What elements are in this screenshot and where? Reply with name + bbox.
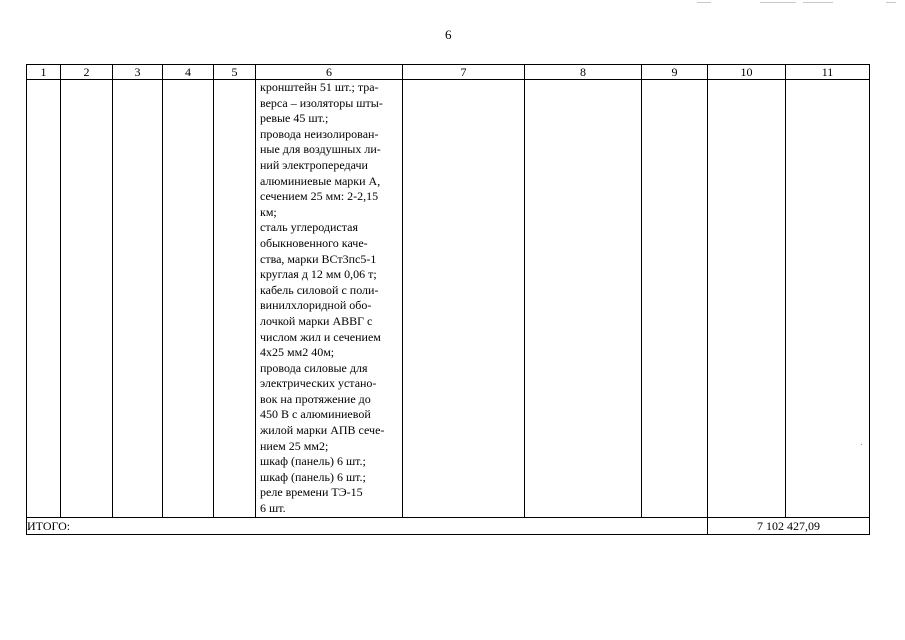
description-line: 4х25 мм2 40м; xyxy=(260,345,335,360)
description-line: шкаф (панель) 6 шт.; xyxy=(260,469,366,484)
scan-artifact-line xyxy=(803,2,833,3)
description-line: числом жил и сечением xyxy=(260,329,381,344)
header-row xyxy=(27,65,870,80)
column-header: 6 xyxy=(256,65,403,80)
estimate-table xyxy=(26,64,870,535)
table-cell xyxy=(61,80,113,518)
table-cell xyxy=(642,80,708,518)
description-line: вок на протяжение до xyxy=(260,391,371,406)
description-line: реле времени ТЭ-15 xyxy=(260,485,363,500)
description-line: ревые 45 шт.; xyxy=(260,111,329,126)
table-cell xyxy=(403,80,525,518)
column-header: 7 xyxy=(403,65,525,80)
table-cell xyxy=(163,80,214,518)
description-line: провода неизолирован- xyxy=(260,126,379,141)
column-header: 10 xyxy=(708,65,786,80)
description-line: сечением 25 мм: 2-2,15 xyxy=(260,189,379,204)
description-line: нием 25 мм2; xyxy=(260,438,329,453)
description-line: обыкновенного каче- xyxy=(260,235,368,250)
description-line: электрических устано- xyxy=(260,376,377,391)
table-cell xyxy=(525,80,642,518)
scan-artifact-line xyxy=(760,2,796,3)
description-line: шкаф (панель) 6 шт.; xyxy=(260,454,366,469)
column-header: 5 xyxy=(214,65,256,80)
column-header: 8 xyxy=(525,65,642,80)
column-header: 3 xyxy=(113,65,163,80)
description-text xyxy=(256,80,402,517)
description-line: кронштейн 51 шт.; тра- xyxy=(260,80,379,94)
description-line: верса – изоляторы шты- xyxy=(260,95,383,110)
column-header: 1 xyxy=(27,65,61,80)
total-label: ИТОГО: xyxy=(27,517,708,534)
table-cell xyxy=(786,80,870,518)
page-number: 6 xyxy=(445,27,452,42)
column-header: 2 xyxy=(61,65,113,80)
table-cell xyxy=(27,80,61,518)
description-line: кабель силовой с поли- xyxy=(260,282,379,297)
table-cell xyxy=(708,80,786,518)
column-header: 9 xyxy=(642,65,708,80)
table-cell xyxy=(214,80,256,518)
table-row xyxy=(27,80,870,518)
description-line: жилой марки АПВ сече- xyxy=(260,423,385,438)
description-line: лочкой марки АВВГ с xyxy=(260,313,373,328)
total-value: 7 102 427,09 xyxy=(708,517,870,534)
description-line: 6 шт. xyxy=(260,501,286,516)
description-line: провода силовые для xyxy=(260,360,368,375)
description-cell xyxy=(256,80,403,518)
scan-artifact-line xyxy=(697,2,711,3)
description-line: км; xyxy=(260,204,277,219)
description-line: алюминиевые марки А, xyxy=(260,173,381,188)
description-line: круглая д 12 мм 0,06 т; xyxy=(260,267,377,282)
description-line: ные для воздушных ли- xyxy=(260,142,381,157)
column-header: 11 xyxy=(786,65,870,80)
total-row xyxy=(27,517,870,534)
description-line: сталь углеродистая xyxy=(260,220,358,235)
scan-artifact-line xyxy=(886,2,896,3)
table-cell xyxy=(113,80,163,518)
description-line: ний электропередачи xyxy=(260,157,368,172)
description-line: винилхлоридной обо- xyxy=(260,298,372,313)
column-header: 4 xyxy=(163,65,214,80)
description-line: ства, марки ВСт3пс5-1 xyxy=(260,251,377,266)
description-line: 450 В с алюминиевой xyxy=(260,407,371,422)
